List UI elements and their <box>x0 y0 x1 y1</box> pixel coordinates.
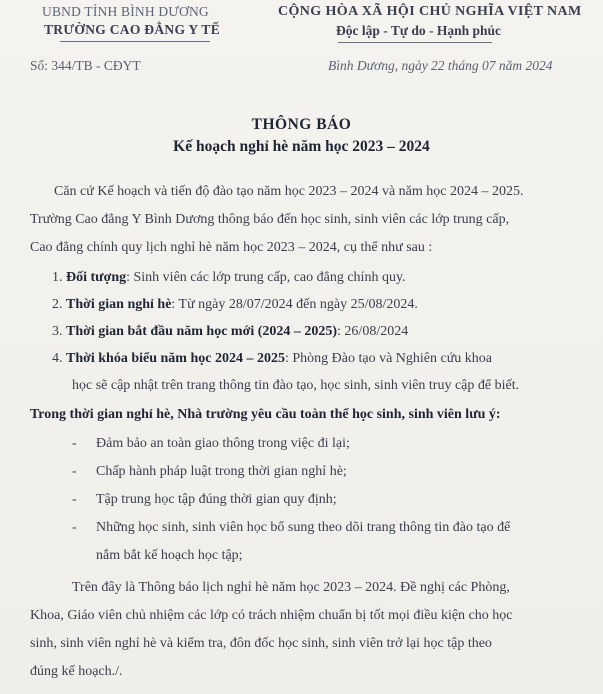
item-text: : Sinh viên các lớp trung cấp, cao đẳng chính quy. <box>126 270 406 285</box>
item-number: 4. <box>52 351 63 366</box>
list-item <box>52 297 418 313</box>
org-line-2: TRƯỜNG CAO ĐẲNG Y TẾ <box>44 22 221 37</box>
list-item-continuation: học sẽ cập nhật trên trang thông tin đào tạo, học sinh, sinh viên truy cập để biết. <box>72 378 520 393</box>
requirement-item: - Chấp hành pháp luật trong thời gian nghỉ hè; <box>72 464 347 479</box>
nation-line-2: Độc lập - Tự do - Hạnh phúc <box>336 23 502 38</box>
dash-marker: - <box>72 464 77 479</box>
closing-line-2: Khoa, Giáo viên chủ nhiệm các lớp có trách nhiệm chuẩn bị tốt mọi điều kiện cho học <box>30 608 513 623</box>
doc-date: Bình Dương, ngày 22 tháng 07 năm 2024 <box>328 58 553 73</box>
intro-line-3: Cao đẳng chính quy lịch nghỉ hè năm học 2023 – 2024, cụ thể như sau : <box>30 240 433 255</box>
list-item <box>52 324 408 340</box>
item-label: Thời khóa biểu năm học 2024 – 2025 <box>66 351 285 366</box>
closing-line-1: Trên đây là Thông báo lịch nghỉ hè năm học 2023 – 2024. Đề nghị các Phòng, <box>72 580 510 595</box>
item-text: : Phòng Đào tạo và Nghiên cứu khoa <box>284 351 493 366</box>
requirements-heading: Trong thời gian nghỉ hè, Nhà trường yêu cầu toàn thể học sinh, sinh viên lưu ý: <box>30 407 501 422</box>
closing-line-4: đúng kế hoạch./. <box>30 664 123 679</box>
doc-number: Số: 344/TB - CĐYT <box>30 58 141 73</box>
page-title: THÔNG BÁO <box>251 116 352 133</box>
item-text: : 26/08/2024 <box>337 324 409 339</box>
requirement-continuation: nắm bắt kế hoạch học tập; <box>96 548 243 563</box>
closing-line-3: sinh, sinh viên nghỉ hè và kiểm tra, đôn đốc học sinh, sinh viên trở lại học tập theo <box>30 636 492 651</box>
item-number: 2. <box>52 297 63 312</box>
motto-underline <box>338 42 492 43</box>
list-item <box>52 351 492 367</box>
item-label: Thời gian nghỉ hè <box>66 297 172 312</box>
nation-line-1: CỘNG HÒA XÃ HỘI CHỦ NGHĨA VIỆT NAM <box>278 4 582 19</box>
org-underline <box>60 41 210 42</box>
item-label: Đối tượng <box>66 270 127 285</box>
dash-marker: - <box>72 492 77 507</box>
intro-line-1: Căn cứ Kế hoạch và tiến độ đào tạo năm học 2023 – 2024 và năm học 2024 – 2025. <box>54 184 524 199</box>
requirement-item: - Những học sinh, sinh viên học bổ sung theo dõi trang thông tin đào tạo để <box>72 520 511 535</box>
intro-line-2: Trường Cao đẳng Y Bình Dương thông báo đến học sinh, sinh viên các lớp trung cấp, <box>30 212 510 227</box>
requirement-item: - Đảm bảo an toàn giao thông trong việc đi lại; <box>72 436 350 451</box>
item-label: Thời gian bắt đầu năm học mới (2024 – 2025) <box>66 324 338 339</box>
dash-marker: - <box>72 436 77 451</box>
org-line-1: UBND TỈNH BÌNH DƯƠNG <box>42 4 209 19</box>
item-number: 3. <box>52 324 63 339</box>
item-number: 1. <box>52 270 63 285</box>
item-text: : Từ ngày 28/07/2024 đến ngày 25/08/2024. <box>171 297 418 312</box>
page-subtitle: Kế hoạch nghỉ hè năm học 2023 – 2024 <box>173 138 430 155</box>
requirement-item: - Tập trung học tập đúng thời gian quy định; <box>72 492 337 507</box>
dash-marker: - <box>72 520 77 535</box>
list-item <box>52 270 406 286</box>
